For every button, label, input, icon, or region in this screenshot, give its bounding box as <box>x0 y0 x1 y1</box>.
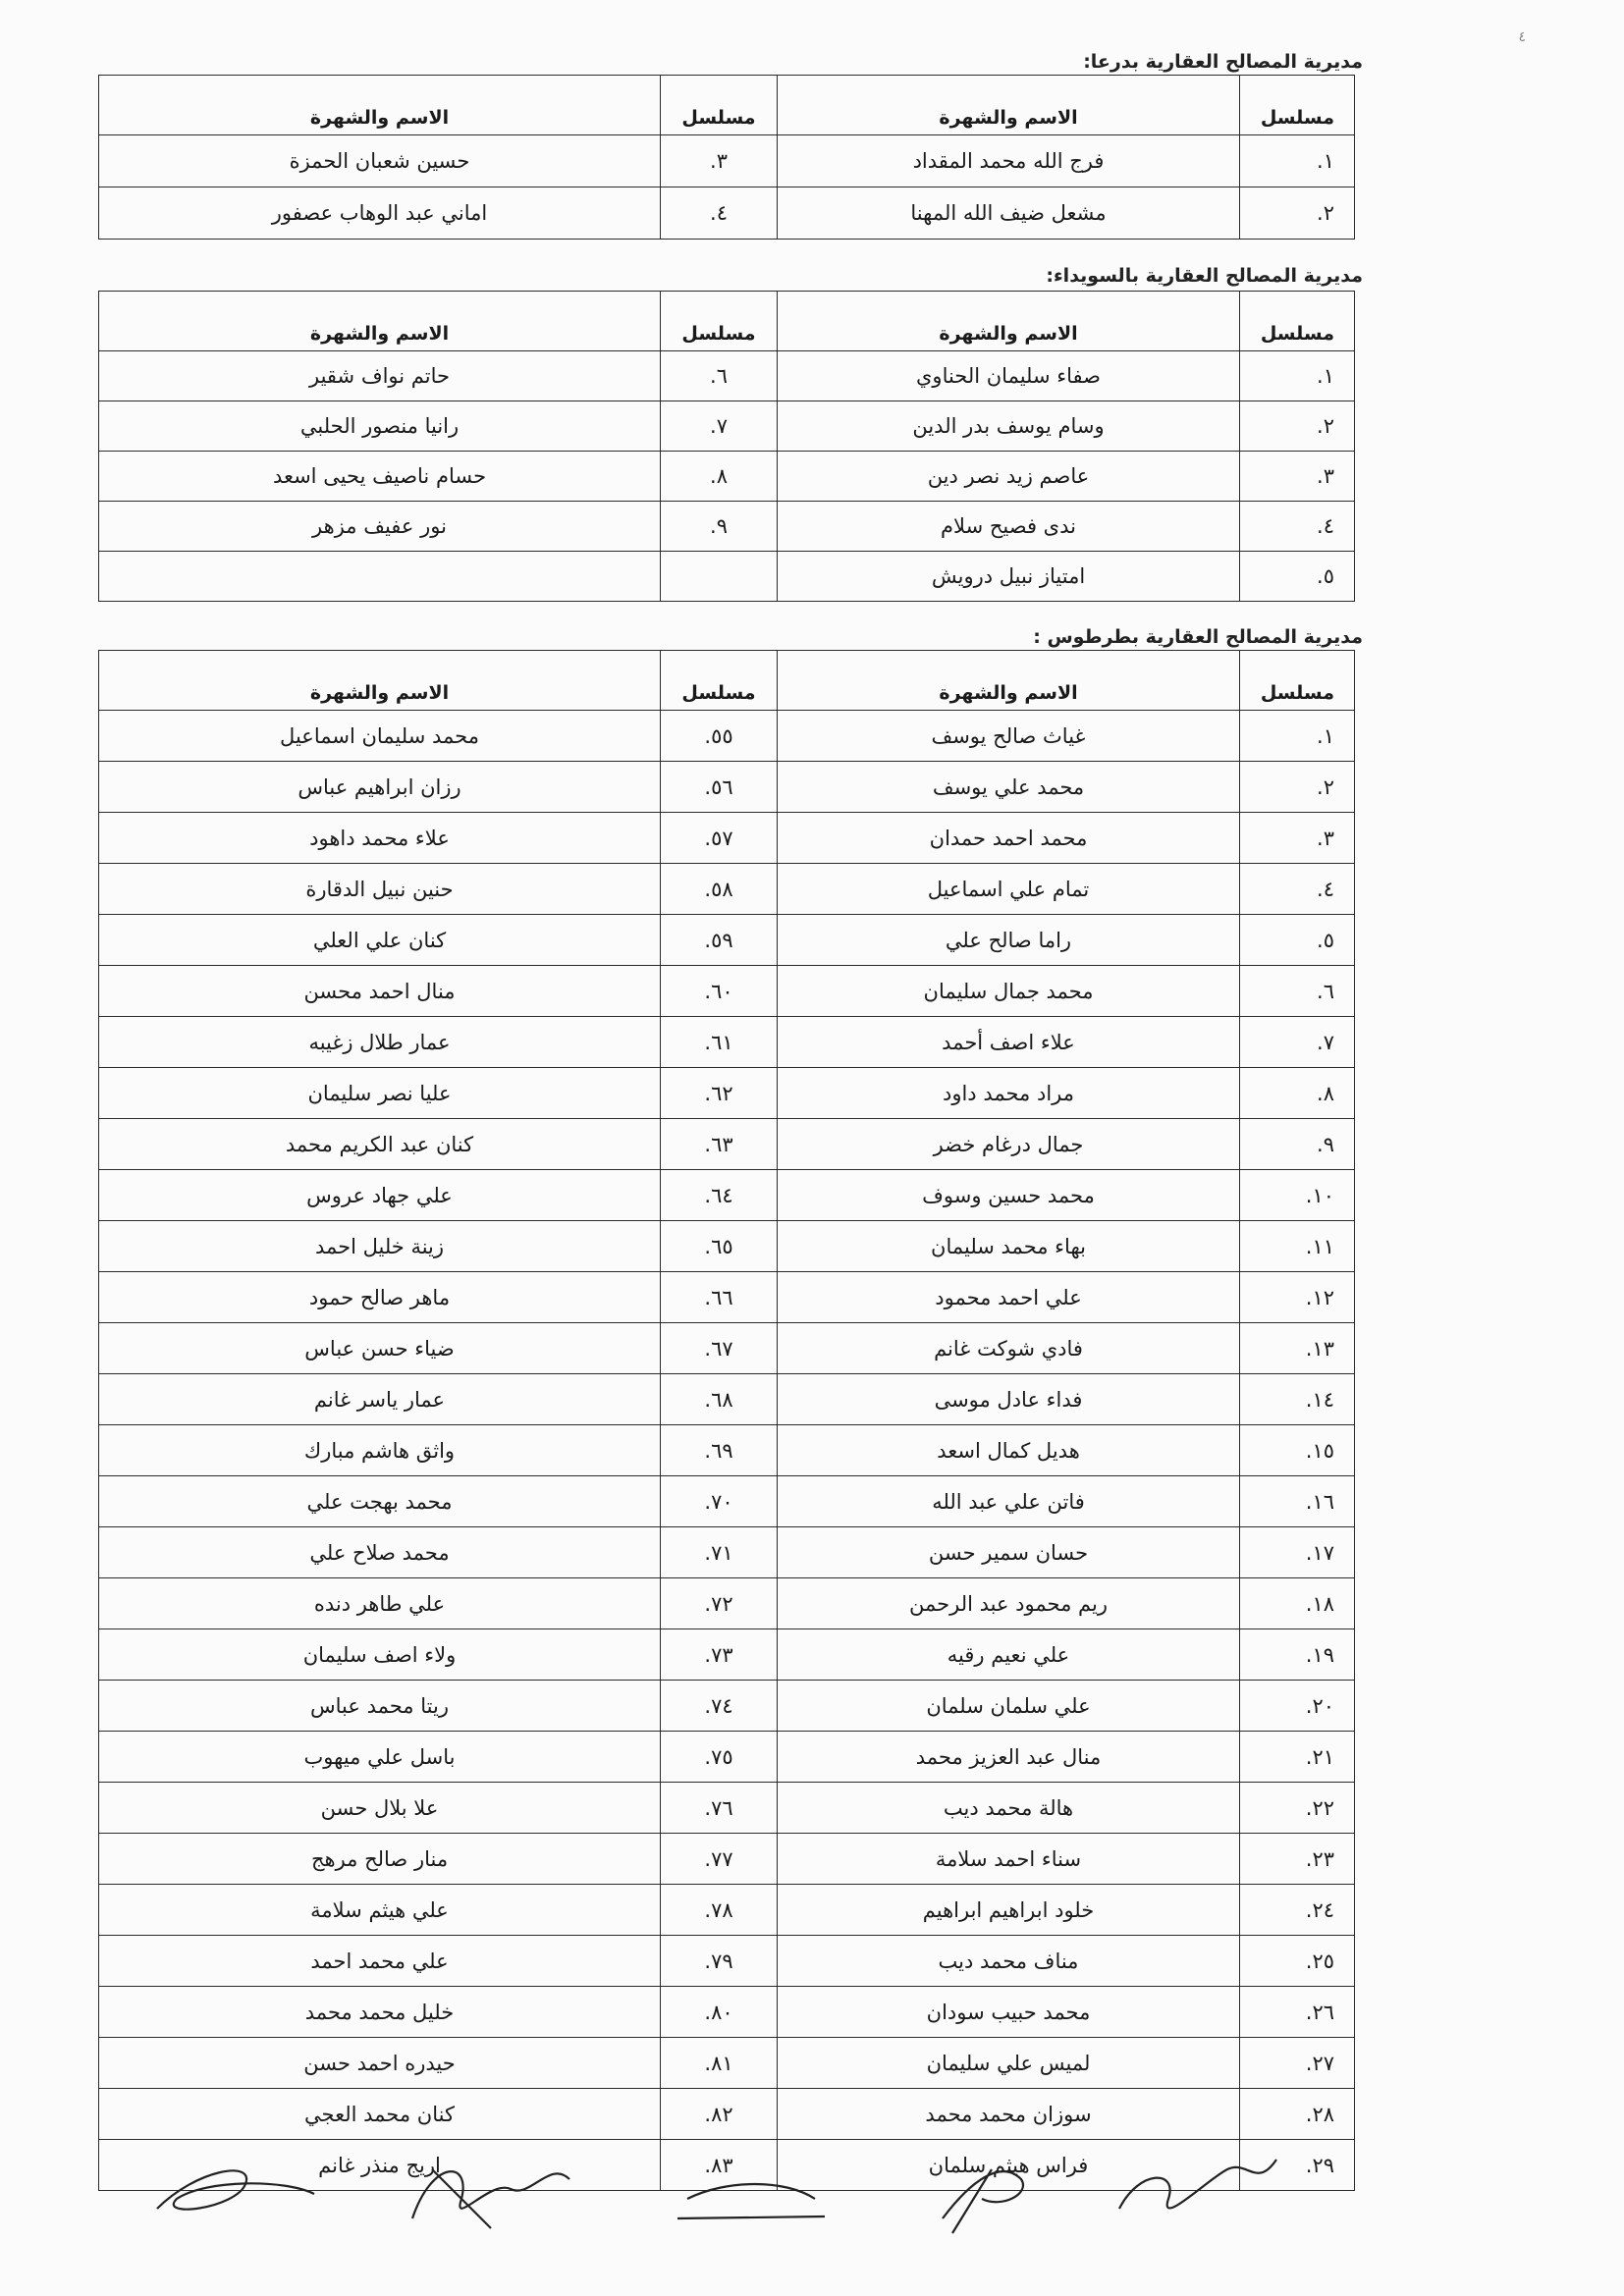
signature-4 <box>943 2169 1023 2233</box>
table-row <box>99 915 1355 966</box>
serial-number: ٧٥. <box>661 1732 778 1783</box>
serial-number: ٧. <box>1240 1017 1355 1068</box>
table-row <box>99 351 1355 401</box>
serial-number: ١. <box>1240 351 1355 401</box>
roster-table <box>98 291 1355 602</box>
table-row <box>99 1119 1355 1170</box>
serial-number: ٨. <box>661 452 778 502</box>
serial-number: ٩. <box>661 502 778 552</box>
person-name: محمد علي يوسف <box>778 762 1240 813</box>
person-name: جمال درغام خضر <box>778 1119 1240 1170</box>
table-row <box>99 1323 1355 1374</box>
signature-3 <box>677 2184 825 2218</box>
person-name: محمد حبيب سودان <box>778 1987 1240 2038</box>
person-name: حنين نبيل الدقارة <box>99 864 661 915</box>
signature-2 <box>412 2169 569 2228</box>
roster-table <box>98 75 1355 240</box>
table-row <box>99 1578 1355 1629</box>
person-name: خليل محمد محمد <box>99 1987 661 2038</box>
serial-number: ١١. <box>1240 1221 1355 1272</box>
person-name: محمد جمال سليمان <box>778 966 1240 1017</box>
serial-number: ٧٣. <box>661 1629 778 1681</box>
person-name: محمد حسين وسوف <box>778 1170 1240 1221</box>
table-row <box>99 2038 1355 2089</box>
table-row <box>99 813 1355 864</box>
serial-number: ٧٩. <box>661 1936 778 1987</box>
person-name: سوزان محمد محمد <box>778 2089 1240 2140</box>
section-title: مديرية المصالح العقارية بالسويداء: <box>1046 265 1363 287</box>
table-row <box>99 1017 1355 1068</box>
serial-number: ٤. <box>1240 502 1355 552</box>
serial-number: ٨٣. <box>661 2140 778 2191</box>
serial-number: ١٦. <box>1240 1476 1355 1527</box>
person-name: مراد محمد داود <box>778 1068 1240 1119</box>
signatures <box>137 2140 1296 2248</box>
table-row <box>99 1221 1355 1272</box>
table-row <box>99 1629 1355 1681</box>
header-name: الاسم والشهرة <box>778 651 1240 711</box>
serial-number: ٥٧. <box>661 813 778 864</box>
serial-number: ٦٩. <box>661 1425 778 1476</box>
table-row <box>99 1987 1355 2038</box>
table-row <box>99 1068 1355 1119</box>
table-header-row <box>99 292 1355 351</box>
serial-number: ٢٠. <box>1240 1681 1355 1732</box>
table-row <box>99 1936 1355 1987</box>
serial-number: ٦٠. <box>661 966 778 1017</box>
serial-number: ١٤. <box>1240 1374 1355 1425</box>
person-name: رانيا منصور الحلبي <box>99 401 661 452</box>
person-name: علي جهاد عروس <box>99 1170 661 1221</box>
person-name: ولاء اصف سليمان <box>99 1629 661 1681</box>
header-serial: مسلسل <box>1240 292 1355 351</box>
table-row <box>99 452 1355 502</box>
table-row <box>99 502 1355 552</box>
header-serial: مسلسل <box>661 651 778 711</box>
person-name: منال عبد العزيز محمد <box>778 1732 1240 1783</box>
table-header-row <box>99 651 1355 711</box>
person-name: هالة محمد ديب <box>778 1783 1240 1834</box>
serial-number: ١٨. <box>1240 1578 1355 1629</box>
person-name <box>99 552 661 602</box>
serial-number: ٢٩. <box>1240 2140 1355 2191</box>
serial-number: ٧٧. <box>661 1834 778 1885</box>
serial-number: ٤. <box>661 187 778 240</box>
person-name: رزان ابراهيم عباس <box>99 762 661 813</box>
person-name: حاتم نواف شقير <box>99 351 661 401</box>
serial-number: ١٥. <box>1240 1425 1355 1476</box>
table-row <box>99 135 1355 187</box>
person-name: وسام يوسف بدر الدين <box>778 401 1240 452</box>
person-name: عاصم زيد نصر دين <box>778 452 1240 502</box>
table-row <box>99 2089 1355 2140</box>
signature-1 <box>157 2170 314 2209</box>
serial-number: ٣. <box>661 135 778 187</box>
serial-number: ٨٠. <box>661 1987 778 2038</box>
serial-number <box>661 552 778 602</box>
serial-number: ٥. <box>1240 552 1355 602</box>
table-row <box>99 1170 1355 1221</box>
person-name: خلود ابراهيم ابراهيم <box>778 1885 1240 1936</box>
person-name: سناء احمد سلامة <box>778 1834 1240 1885</box>
serial-number: ٤. <box>1240 864 1355 915</box>
serial-number: ٥٩. <box>661 915 778 966</box>
table-row <box>99 401 1355 452</box>
table-row <box>99 1732 1355 1783</box>
serial-number: ٦٧. <box>661 1323 778 1374</box>
serial-number: ٥. <box>1240 915 1355 966</box>
person-name: مشعل ضيف الله المهنا <box>778 187 1240 240</box>
serial-number: ٢. <box>1240 762 1355 813</box>
serial-number: ٨. <box>1240 1068 1355 1119</box>
person-name: حيدره احمد حسن <box>99 2038 661 2089</box>
serial-number: ٧٤. <box>661 1681 778 1732</box>
header-serial: مسلسل <box>1240 76 1355 135</box>
serial-number: ٧٢. <box>661 1578 778 1629</box>
serial-number: ٧٨. <box>661 1885 778 1936</box>
person-name: هديل كمال اسعد <box>778 1425 1240 1476</box>
serial-number: ٥٦. <box>661 762 778 813</box>
table-row <box>99 187 1355 240</box>
person-name: محمد بهجت علي <box>99 1476 661 1527</box>
person-name: زينة خليل احمد <box>99 1221 661 1272</box>
header-serial: مسلسل <box>1240 651 1355 711</box>
serial-number: ٦٤. <box>661 1170 778 1221</box>
serial-number: ١. <box>1240 135 1355 187</box>
person-name: فداء عادل موسى <box>778 1374 1240 1425</box>
signature-5 <box>1119 2160 1276 2209</box>
serial-number: ٦٣. <box>661 1119 778 1170</box>
serial-number: ٢٤. <box>1240 1885 1355 1936</box>
table-row <box>99 1272 1355 1323</box>
person-name: علاء محمد داهود <box>99 813 661 864</box>
serial-number: ٦٨. <box>661 1374 778 1425</box>
table-row <box>99 1527 1355 1578</box>
person-name: حسين شعبان الحمزة <box>99 135 661 187</box>
person-name: واثق هاشم مبارك <box>99 1425 661 1476</box>
person-name: صفاء سليمان الحناوي <box>778 351 1240 401</box>
person-name: علي احمد محمود <box>778 1272 1240 1323</box>
person-name: علي نعيم رقيه <box>778 1629 1240 1681</box>
serial-number: ٢١. <box>1240 1732 1355 1783</box>
person-name: علي هيثم سلامة <box>99 1885 661 1936</box>
serial-number: ١٣. <box>1240 1323 1355 1374</box>
person-name: محمد سليمان اسماعيل <box>99 711 661 762</box>
person-name: علاء اصف أحمد <box>778 1017 1240 1068</box>
table-row <box>99 864 1355 915</box>
header-name: الاسم والشهرة <box>99 76 661 135</box>
section-title: مديرية المصالح العقارية بطرطوس : <box>1033 626 1363 648</box>
person-name: عمار ياسر غانم <box>99 1374 661 1425</box>
person-name: كنان عبد الكريم محمد <box>99 1119 661 1170</box>
header-name: الاسم والشهرة <box>99 292 661 351</box>
serial-number: ٧. <box>661 401 778 452</box>
serial-number: ٨١. <box>661 2038 778 2089</box>
table-row <box>99 1834 1355 1885</box>
table-row <box>99 966 1355 1017</box>
serial-number: ٢٧. <box>1240 2038 1355 2089</box>
person-name: اماني عبد الوهاب عصفور <box>99 187 661 240</box>
person-name: ندى فصيح سلام <box>778 502 1240 552</box>
serial-number: ٢٦. <box>1240 1987 1355 2038</box>
person-name: كنان محمد العجي <box>99 2089 661 2140</box>
table-row <box>99 1681 1355 1732</box>
header-serial: مسلسل <box>661 76 778 135</box>
serial-number: ٢. <box>1240 187 1355 240</box>
person-name: منال احمد محسن <box>99 966 661 1017</box>
person-name: فرج الله محمد المقداد <box>778 135 1240 187</box>
serial-number: ٧١. <box>661 1527 778 1578</box>
table-row <box>99 762 1355 813</box>
person-name: محمد صلاح علي <box>99 1527 661 1578</box>
person-name: فاتن علي عبد الله <box>778 1476 1240 1527</box>
serial-number: ١٢. <box>1240 1272 1355 1323</box>
person-name: حسام ناصيف يحيى اسعد <box>99 452 661 502</box>
person-name: باسل علي ميهوب <box>99 1732 661 1783</box>
corner-mark: ٤ <box>1518 29 1526 45</box>
serial-number: ٥٥. <box>661 711 778 762</box>
section-title: مديرية المصالح العقارية بدرعا: <box>1083 51 1363 73</box>
serial-number: ١٧. <box>1240 1527 1355 1578</box>
person-name: محمد احمد حمدان <box>778 813 1240 864</box>
header-serial: مسلسل <box>661 292 778 351</box>
person-name: علي سلمان سلمان <box>778 1681 1240 1732</box>
table-header-row <box>99 76 1355 135</box>
serial-number: ٦. <box>661 351 778 401</box>
person-name: علي طاهر دنده <box>99 1578 661 1629</box>
person-name: ريتا محمد عباس <box>99 1681 661 1732</box>
person-name: عمار طلال زغيبه <box>99 1017 661 1068</box>
serial-number: ٧٠. <box>661 1476 778 1527</box>
serial-number: ٢٣. <box>1240 1834 1355 1885</box>
roster-table <box>98 650 1355 2191</box>
person-name: عليا نصر سليمان <box>99 1068 661 1119</box>
table-row <box>99 1783 1355 1834</box>
header-name: الاسم والشهرة <box>778 292 1240 351</box>
serial-number: ٣. <box>1240 452 1355 502</box>
person-name: راما صالح علي <box>778 915 1240 966</box>
person-name: اريج منذر غانم <box>99 2140 661 2191</box>
person-name: كنان علي العلي <box>99 915 661 966</box>
serial-number: ٦. <box>1240 966 1355 1017</box>
serial-number: ٢٢. <box>1240 1783 1355 1834</box>
table-row <box>99 711 1355 762</box>
serial-number: ٢٥. <box>1240 1936 1355 1987</box>
serial-number: ٦٥. <box>661 1221 778 1272</box>
person-name: ضياء حسن عباس <box>99 1323 661 1374</box>
person-name: فادي شوكت غانم <box>778 1323 1240 1374</box>
table-row <box>99 1476 1355 1527</box>
person-name: تمام علي اسماعيل <box>778 864 1240 915</box>
serial-number: ٧٦. <box>661 1783 778 1834</box>
person-name: منار صالح مرهج <box>99 1834 661 1885</box>
person-name: نور عفيف مزهر <box>99 502 661 552</box>
header-name: الاسم والشهرة <box>99 651 661 711</box>
person-name: علا بلال حسن <box>99 1783 661 1834</box>
serial-number: ٢٨. <box>1240 2089 1355 2140</box>
person-name: ماهر صالح حمود <box>99 1272 661 1323</box>
table-row <box>99 552 1355 602</box>
serial-number: ٥٨. <box>661 864 778 915</box>
serial-number: ١٩. <box>1240 1629 1355 1681</box>
table-row <box>99 1374 1355 1425</box>
person-name: ريم محمود عبد الرحمن <box>778 1578 1240 1629</box>
serial-number: ٦٢. <box>661 1068 778 1119</box>
person-name: مناف محمد ديب <box>778 1936 1240 1987</box>
serial-number: ٣. <box>1240 813 1355 864</box>
serial-number: ٦١. <box>661 1017 778 1068</box>
header-name: الاسم والشهرة <box>778 76 1240 135</box>
serial-number: ٩. <box>1240 1119 1355 1170</box>
person-name: بهاء محمد سليمان <box>778 1221 1240 1272</box>
serial-number: ٦٦. <box>661 1272 778 1323</box>
table-row <box>99 1425 1355 1476</box>
person-name: امتياز نبيل درويش <box>778 552 1240 602</box>
person-name: حسان سمير حسن <box>778 1527 1240 1578</box>
serial-number: ١. <box>1240 711 1355 762</box>
serial-number: ٨٢. <box>661 2089 778 2140</box>
person-name: علي محمد احمد <box>99 1936 661 1987</box>
person-name: غياث صالح يوسف <box>778 711 1240 762</box>
serial-number: ٢. <box>1240 401 1355 452</box>
serial-number: ١٠. <box>1240 1170 1355 1221</box>
table-row <box>99 1885 1355 1936</box>
person-name: لميس علي سليمان <box>778 2038 1240 2089</box>
person-name: فراس هيثم سلمان <box>778 2140 1240 2191</box>
